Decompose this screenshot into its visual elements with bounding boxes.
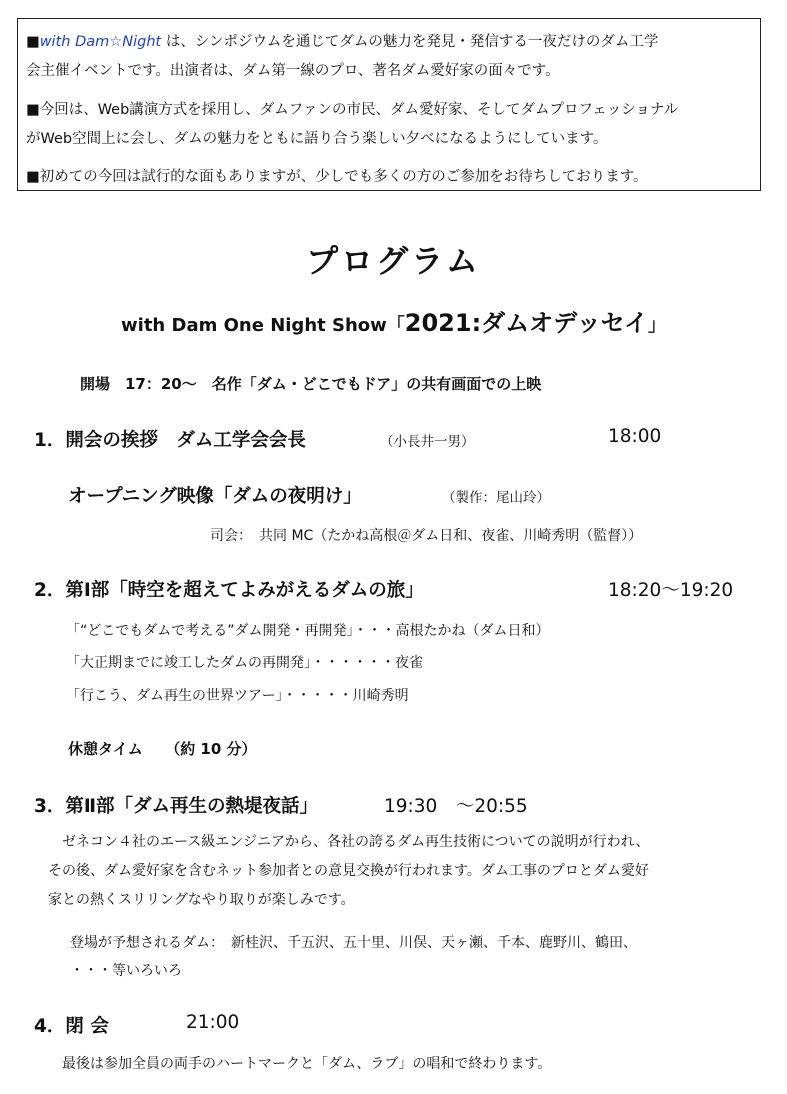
section-3-heading: 3．第Ⅱ部「ダム再生の熱堤夜話」 xyxy=(34,796,319,817)
subtitle-main: 2021:ダムオデッセイ xyxy=(404,309,648,337)
subtitle-suffix: 」 xyxy=(647,315,666,336)
section-1-speaker: （小長井一男） xyxy=(380,434,475,450)
intro-paragraph-1-line-1 xyxy=(26,27,658,58)
expected-dams-line-2: ・・・等いろいろ xyxy=(70,963,182,979)
intro-paragraph-2-line-1: ■今回は、Web講演方式を採用し、ダムファンの市民、ダム愛好家、そしてダムプロフェッショナル xyxy=(26,102,679,118)
intro-text: は、シンポジウムを通じてダムの魅力を発見・発信する一夜だけのダム工学 xyxy=(165,34,659,50)
section-1-time: 18:00 xyxy=(608,426,662,447)
section-2-heading: 2．第Ⅰ部「時空を超えてよみがえるダムの旅」 xyxy=(34,580,424,601)
event-name: with Dam☆Night xyxy=(39,34,162,50)
talk-1: 「“どこでもダムで考える”ダム開発・再開発」・・・高根たかね（ダム日和） xyxy=(66,623,550,639)
intro-paragraph-1-line-2: 会主催イベントです。出演者は、ダム第一線のプロ、著名ダム愛好家の面々です。 xyxy=(26,63,560,79)
section-4-time: 21:00 xyxy=(186,1012,240,1033)
program-title: プログラム xyxy=(306,242,481,280)
intro-paragraph-2-line-2: がWeb空間上に会し、ダムの魅力をともに語り合う楽しい夕べになるようにしています。 xyxy=(26,131,608,147)
section-1-heading: 1．開会の挨拶 ダム工学会会長 xyxy=(34,430,306,451)
program-subtitle xyxy=(0,303,787,338)
talk-3: 「行こう、ダム再生の世界ツアー」・・・・・川崎秀明 xyxy=(66,688,409,704)
square-bullet: ■ xyxy=(26,34,40,50)
opening-video: オープニング映像「ダムの夜明け」 xyxy=(68,486,362,507)
opening-video-credit: （製作：尾山玲） xyxy=(442,490,550,506)
section-4-heading: 4．閉 会 xyxy=(34,1016,109,1037)
section-4-desc: 最後は参加全員の両手のハートマークと「ダム、ラブ」の唱和で終わります。 xyxy=(62,1056,552,1072)
section-3-desc-line-3: 家との熱くスリリングなやり取りが楽しみです。 xyxy=(48,892,355,908)
opening-screening: 開場 17：20～ 名作「ダム・どこでもドア」の共有画面での上映 xyxy=(80,375,542,393)
talk-2: 「大正期までに竣工したダムの再開発」・・・・・・夜雀 xyxy=(66,655,423,671)
section-2-time: 18:20～19:20 xyxy=(608,580,734,601)
expected-dams-line-1: 登場が予想されるダム： 新桂沢、千五沢、五十里、川俣、天ヶ瀬、千本、鹿野川、鶴田、 xyxy=(70,935,637,951)
subtitle-prefix: with Dam One Night Show「 xyxy=(121,315,405,336)
break-time: 休憩タイム （約 10 分） xyxy=(68,740,257,758)
section-3-desc-line-1: ゼネコン４社のエース級エンジニアから、各社の誇るダム再生技術についての説明が行われ、 xyxy=(62,834,650,850)
mc-line: 司会： 共同 MC（たかね高根＠ダム日和、夜雀、川崎秀明（監督）） xyxy=(210,528,643,544)
section-3-desc-line-2: その後、ダム愛好家を含むネット参加者との意見交換が行われます。ダム工事のプロとダム愛好 xyxy=(48,863,649,879)
intro-paragraph-3: ■初めての今回は試行的な面もありますが、少しでも多くの方のご参加をお待ちしております。 xyxy=(26,169,648,185)
section-3-time: 19:30 ～20:55 xyxy=(384,796,528,817)
